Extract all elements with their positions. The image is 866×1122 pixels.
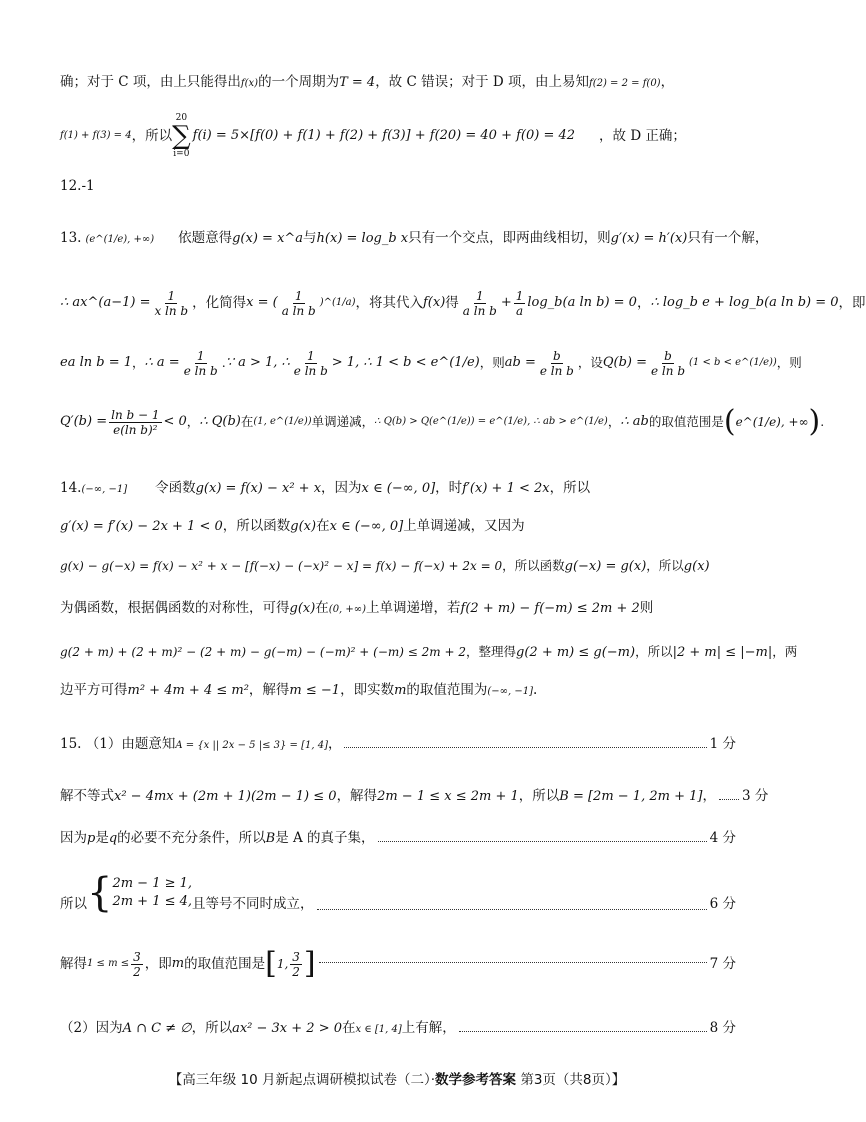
text: 在 [240,414,254,429]
math: > 1, ∴ 1 < b < e^(1/e) [331,355,480,370]
text: ，则 [479,355,505,370]
math: m ≤ −1 [289,683,341,698]
math: g(2 + m) + (2 + m)² − (2 + m) − g(−m) − (−m)² + (−m) ≤ 2m + 2 [60,645,466,659]
denominator: e ln b [651,363,685,378]
math: g(x) [683,559,710,574]
dotted-leader [719,799,739,800]
math: ∵ a > 1, ∴ [225,355,290,370]
text: ， [186,414,200,429]
math: g(x) − g(−x) = f(x) − x² + x − [f(−x) − (−x)² − x] = f(x) − f(−x) + 2x = 0 [60,559,503,573]
dotted-leader [319,962,707,963]
denominator: a ln b [462,303,497,318]
fraction [280,289,318,318]
math: Q(b) = [602,355,648,370]
text: 解不等式 [60,788,114,804]
text: ，即 [144,956,172,972]
math: ∴ ax^(a−1) = [60,295,151,310]
text: . [533,682,538,698]
text: 且等号不同时成立， [192,896,314,912]
text: ，所以 [131,128,173,144]
footer-page-number: 第3页（共8页）】 [520,1072,626,1088]
text: ， [327,736,342,752]
sigma-lower: i=0 [173,149,190,159]
text: 在 [315,600,329,616]
line-8 [60,478,736,500]
math: m² + 4m + 4 ≤ m² [127,683,249,698]
text: ，整理得 [466,644,517,659]
denominator: e ln b [183,363,218,378]
text: 的取值范围是 [184,956,266,972]
line-18 [60,944,736,984]
math: f(x) [423,295,446,310]
text: ， [636,295,651,311]
line-2 [60,113,736,159]
math: B [265,831,276,846]
text: 只有一个交点，即两曲线相切，则 [408,230,611,246]
math: x ∈ (−∞, 0] [329,519,404,534]
math: 1, [276,957,289,971]
math: x = ( [246,295,278,310]
math: log_b(a ln b) = 0 [527,295,637,310]
denominator: 2 [292,964,300,979]
math: (−∞, −1] [487,686,534,697]
math: 1 ≤ m ≤ [87,958,130,969]
fraction [131,950,143,979]
text: 的取值范围为 [406,682,488,698]
math: p [87,831,96,846]
fraction [649,349,687,378]
line-14 [60,734,736,756]
math: ∴ Q(b) [199,414,241,429]
line-7 [60,404,825,440]
math: f(1) + f(3) = 4 [60,130,132,141]
math: g′(x) = f′(x) − 2x + 1 < 0 [60,519,223,534]
math: A = {x || 2x − 5 |≤ 3} = [1, 4] [175,740,328,751]
text: 与 [303,230,317,246]
text: 则 [639,600,654,616]
numerator: ln b − 1 [111,407,160,422]
text: 依题意得 [178,230,233,246]
numerator: 1 [167,288,176,303]
text: 边平方可得 [60,682,128,698]
denominator: a [515,303,524,318]
math: ab = [504,355,536,370]
text: 上单调递增，若 [366,600,461,616]
numerator: 1 [306,348,315,363]
score: 1 分 [709,736,736,752]
text: 因为 [60,830,87,846]
text: 在 [342,1020,356,1036]
fraction [514,289,526,318]
math: f(2) = 2 = f(0) [589,78,661,89]
text: ，所以 [518,788,560,804]
denominator: e(ln b)² [113,422,158,437]
text: 上有解， [401,1020,456,1036]
math: g(x) [290,519,317,534]
score: 4 分 [709,830,736,846]
math: (1, e^(1/e)) [253,416,312,427]
denominator: 2 [133,964,141,979]
dotted-leader [344,747,706,748]
line-16 [60,828,736,849]
text: 单调递减， [311,414,375,429]
dotted-leader [317,909,707,910]
line-9 [60,516,736,537]
math: x ∈ [1, 4] [355,1024,402,1035]
math: ∴ a = [144,355,180,370]
text: ，解得 [336,788,378,804]
math: < 0 [163,414,187,429]
text: 解得 [60,956,87,972]
math: (0, +∞) [328,604,367,615]
math: e^(1/e), +∞ [735,415,809,429]
question-number: 14. [60,480,82,496]
fraction [538,349,576,378]
math: 2m − 1 ≤ x ≤ 2m + 1 [377,789,519,804]
math: x ∈ (−∞, 0] [361,481,436,496]
score: 7 分 [709,956,736,972]
math: q [108,831,118,846]
math: f(x) [240,78,259,89]
fraction [152,289,190,318]
math: T = 4 [339,75,376,90]
numerator: 1 [515,288,524,303]
math: A ∩ C ≠ ∅ [122,1021,192,1036]
text: 的一个周期为 [258,74,340,90]
math: f(2 + m) − f(−m) ≤ 2m + 2 [460,601,640,616]
text: ， [607,414,621,429]
line-19 [60,1018,736,1040]
fraction [182,349,220,378]
line-17 [60,868,736,918]
footer-title: 数学参考答案 [435,1072,517,1088]
text: 为偶函数，根据偶函数的对称性，可得 [60,600,290,616]
line-5 [60,286,866,320]
math: h(x) = log_b x [316,231,409,246]
math: ∴ Q(b) > Q(e^(1/e)) = e^(1/e), ∴ ab > e^(1/e) [374,416,608,427]
question-number: 13. [60,230,82,246]
text: ，化简得 [192,295,247,311]
math: x² − 4mx + (2m + 1)(2m − 1) ≤ 0 [114,789,337,804]
text: ，故 D 正确； [599,128,686,144]
math: m [394,683,407,698]
text: 得 [445,295,459,311]
text: ，所以 [191,1020,233,1036]
text: 上单调递减，又因为 [403,518,525,534]
text: ，所以函数 [222,518,291,534]
numerator: 3 [133,949,141,964]
numerator: 3 [292,949,300,964]
line-6 [60,346,802,380]
text: 12.-1 [60,178,95,194]
text: 的必要不充分条件，所以 [117,830,266,846]
numerator: 1 [196,348,205,363]
math: |2 + m| ≤ |−m| [672,645,773,660]
text: ， [132,355,145,370]
text: 的取值范围是 [648,414,724,429]
text: ，所以 [635,644,673,659]
text: 令函数 [155,480,196,496]
math: g(−x) = g(x) [564,559,647,574]
line-4 [60,228,769,250]
interval: ( e^(1/e), +∞ ) [723,404,821,439]
math: ea ln b = 1 [60,355,132,370]
dotted-leader [459,1031,707,1032]
text: ，所以函数 [502,558,565,573]
sigma-icon: ∑ [172,121,191,151]
text: ，则 [776,355,802,370]
math: (e^(1/e), +∞) [85,234,155,245]
page-footer [0,1068,794,1088]
denominator: x ln b [154,303,189,318]
line-11 [60,598,736,620]
fraction [461,289,499,318]
text: ， [702,788,716,804]
text: ，故 C 错误；对于 D 项，由上易知 [375,74,590,90]
numerator: 1 [475,288,484,303]
line-13 [60,680,736,702]
math: f(i) = 5×[f(0) + f(1) + f(2) + f(3)] + f(20) = 40 + f(0) = 42 [192,128,576,143]
brace-icon: { [87,870,113,916]
footer-left: 【高三年级 10 月新起点调研模拟试卷（二）· [168,1072,436,1088]
denominator: e ln b [293,363,328,378]
numerator: b [553,348,561,363]
line-10 [60,556,736,577]
text: 所以 [60,896,87,912]
text: 在 [316,518,330,534]
score: 6 分 [709,896,736,912]
text: ，时 [435,480,463,496]
text: 是 [95,830,109,846]
line-12 [60,642,798,663]
math: g(x) [289,601,316,616]
math: m [171,956,185,971]
math: g′(x) = h′(x) [610,231,688,246]
sigma-upper: 20 [175,113,188,123]
text: （2）因为 [60,1020,123,1036]
fraction [290,950,302,979]
text: 15. （1）由题意知 [60,736,176,752]
math: ax² − 3x + 2 > 0 [232,1021,342,1036]
math: B = [2m − 1, 2m + 1] [559,789,703,804]
math: (−∞, −1] [81,484,128,495]
text: ，即 [838,295,866,311]
math: ∴ log_b e + log_b(a ln b) = 0 [650,295,839,310]
line-3 [60,176,736,196]
math: ∴ ab [620,414,649,429]
text: ，两 [772,644,798,659]
line-1 [60,72,736,94]
text: 是 A 的真子集， [275,830,375,846]
numerator: 1 [294,288,303,303]
math: Q′(b) = [60,414,108,429]
text: ， [660,74,675,90]
denominator: a ln b [281,303,316,318]
text: ，将其代入 [355,295,423,311]
math: g(x) = f(x) − x² + x [195,481,322,496]
score: 3 分 [741,788,769,804]
text: ，即实数 [340,682,395,698]
interval: [ 1, $\frac{3}{2}$ ] [265,946,316,981]
text: 只有一个解， [687,230,769,246]
fraction [292,349,330,378]
inequality-row: 2m + 1 ≤ 4, [112,894,193,909]
inequality-row: 2m − 1 ≥ 1, [112,876,193,891]
denominator: e ln b [539,363,574,378]
math: f′(x) + 1 < 2x [462,481,550,496]
dotted-leader [378,841,707,842]
math: (1 < b < e^(1/e)) [689,357,777,368]
math: g(x) = x^a [232,231,304,246]
text: ，所以 [549,480,591,496]
math: g(2 + m) ≤ g(−m) [516,645,636,660]
sigma-symbol [172,113,191,159]
text: ，所以 [646,558,684,573]
text: . [820,414,825,429]
line-15 [60,786,769,807]
text: . [221,355,226,370]
text: ，设 [577,355,603,370]
score: 8 分 [709,1020,736,1036]
system-of-inequalities [87,870,193,916]
text: ，因为 [321,480,362,496]
fraction [109,408,161,437]
text: ，解得 [248,682,290,698]
math: )^(1/a) [319,297,356,308]
numerator: b [664,348,672,363]
text: 确；对于 C 项，由上只能得出 [60,74,241,90]
math: + [500,295,512,310]
